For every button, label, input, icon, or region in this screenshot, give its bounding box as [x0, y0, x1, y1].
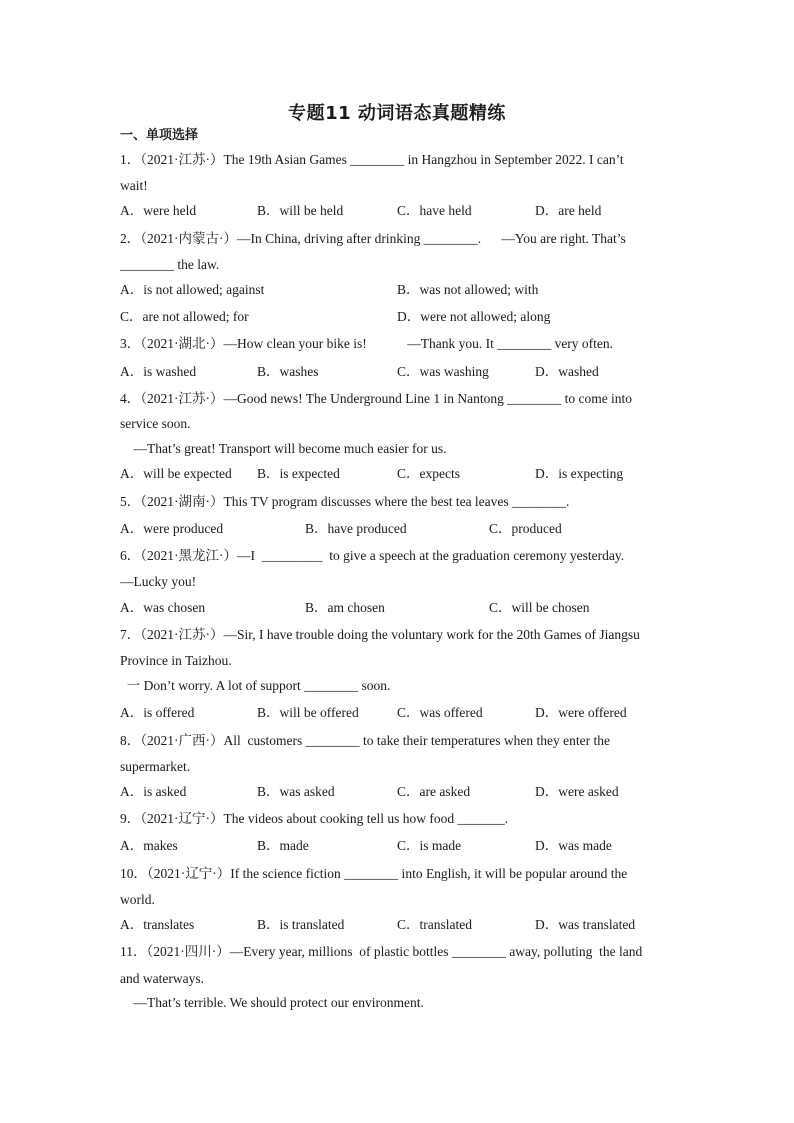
q2-option-a: A．is not allowed; against	[120, 282, 265, 297]
q10-option-b: B．is translated	[257, 917, 345, 932]
q4-option-c: C．expects	[397, 466, 460, 481]
q8-option-b: B．was asked	[257, 784, 335, 799]
question-8-line-2: supermarket.	[120, 759, 191, 774]
q6-option-b: B．am chosen	[305, 600, 385, 615]
q3-option-a: A．is washed	[120, 364, 197, 379]
question-11-line-1: 11．（2021·四川·）—Every year, millions of plastic bottles ________ away, polluting the land	[120, 944, 643, 959]
q7-option-c: C．was offered	[397, 705, 483, 720]
q7-option-a: A．is offered	[120, 705, 195, 720]
q9-option-d: D．was made	[535, 838, 612, 853]
question-9-line-1: 9．（2021·辽宁·）The videos about cooking tell us how food _______.	[120, 811, 509, 826]
question-11-line-2: and waterways.	[120, 971, 204, 986]
q9-option-a: A．makes	[120, 838, 178, 853]
q6-option-c: C．will be chosen	[489, 600, 590, 615]
q3-option-c: C．was washing	[397, 364, 489, 379]
q6-option-a: A．was chosen	[120, 600, 206, 615]
question-1-line-1: 1．（2021·江苏·）The 19th Asian Games ________ in Hangzhou in September 2022. I can’t	[120, 152, 624, 167]
q2-option-b: B．was not allowed; with	[397, 282, 539, 297]
question-7-line-3: 一 Don’t worry. A lot of support ________ soon.	[120, 678, 391, 693]
q9-option-c: C．is made	[397, 838, 462, 853]
q7-option-d: D．were offered	[535, 705, 627, 720]
question-6-line-2: —Lucky you!	[120, 574, 197, 589]
question-1-line-2: wait!	[120, 178, 148, 193]
question-3-line-1: 3．（2021·湖北·）—How clean your bike is! —Thank you. It ________ very often.	[120, 336, 614, 351]
q1-option-d: D．are held	[535, 203, 602, 218]
q1-option-a: A．were held	[120, 203, 197, 218]
q1-option-c: C．have held	[397, 203, 472, 218]
q8-option-d: D．were asked	[535, 784, 619, 799]
question-11-line-3: —That’s terrible. We should protect our environment.	[120, 995, 424, 1010]
question-8-line-1: 8．（2021·广西·）All customers ________ to take their temperatures when they enter the	[120, 733, 611, 748]
page-title: 专题11 动词语态真题精练	[288, 103, 506, 124]
q3-option-b: B．washes	[257, 364, 319, 379]
q10-option-a: A．translates	[120, 917, 195, 932]
q7-option-b: B．will be offered	[257, 705, 359, 720]
question-10-line-1: 10．（2021·辽宁·）If the science fiction ________ into English, it will be popular around the	[120, 866, 628, 881]
question-7-line-2: Province in Taizhou.	[120, 653, 232, 668]
question-10-line-2: world.	[120, 892, 155, 907]
section-heading: 一、单项选择	[120, 128, 199, 143]
q1-option-b: B．will be held	[257, 203, 344, 218]
q10-option-c: C．translated	[397, 917, 472, 932]
q8-option-c: C．are asked	[397, 784, 471, 799]
q9-option-b: B．made	[257, 838, 309, 853]
q3-option-d: D．washed	[535, 364, 599, 379]
q5-option-c: C．produced	[489, 521, 562, 536]
question-2-line-1: 2．（2021·内蒙古·）—In China, driving after drinking ________. —You are right. That’s	[120, 231, 626, 246]
q4-option-d: D．is expecting	[535, 466, 624, 481]
question-5-line-1: 5．（2021·湖南·）This TV program discusses where the best tea leaves ________.	[120, 494, 570, 509]
q5-option-b: B．have produced	[305, 521, 407, 536]
q2-option-d: D．were not allowed; along	[397, 309, 551, 324]
question-4-line-2: service soon.	[120, 416, 191, 431]
q5-option-a: A．were produced	[120, 521, 224, 536]
q4-option-b: B．is expected	[257, 466, 340, 481]
question-4-line-1: 4．（2021·江苏·）—Good news! The Underground Line 1 in Nantong ________ to come into	[120, 391, 633, 406]
q8-option-a: A．is asked	[120, 784, 187, 799]
q10-option-d: D．was translated	[535, 917, 636, 932]
question-2-line-2: ________ the law.	[120, 257, 220, 272]
q2-option-c: C．are not allowed; for	[120, 309, 249, 324]
q4-option-a: A．will be expected	[120, 466, 232, 481]
question-4-line-3: —That’s great! Transport will become much easier for us.	[120, 441, 447, 456]
question-6-line-1: 6．（2021·黑龙江·）—I _________ to give a speech at the graduation ceremony yesterday.	[120, 548, 625, 563]
question-7-line-1: 7．（2021·江苏·）—Sir, I have trouble doing the voluntary work for the 20th Games of Jiangsu	[120, 627, 640, 642]
